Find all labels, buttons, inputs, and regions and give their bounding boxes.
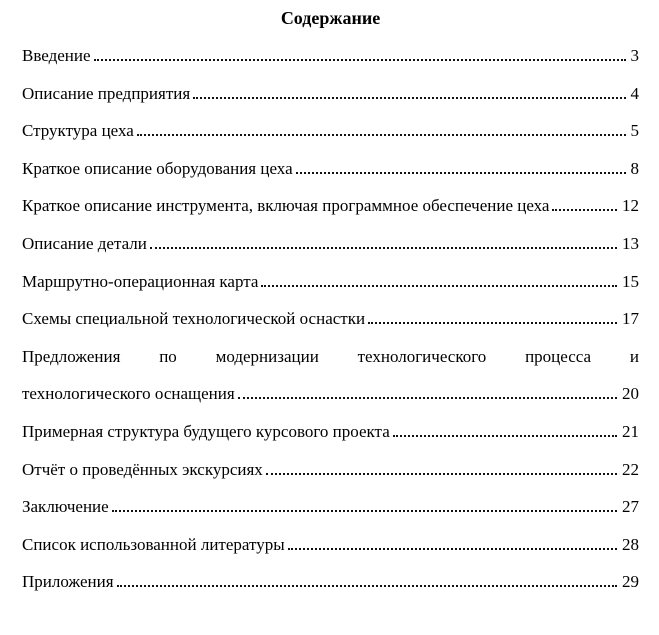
dot-leader bbox=[117, 585, 617, 587]
toc-entry-page: 4 bbox=[630, 83, 639, 103]
dot-leader bbox=[368, 322, 617, 324]
dot-leader bbox=[552, 209, 617, 211]
toc-entry-label: Список использованной литературы bbox=[22, 534, 285, 554]
dot-leader bbox=[393, 435, 617, 437]
toc-entry-page: 13 bbox=[622, 233, 639, 253]
page-title: Содержание bbox=[280, 8, 381, 28]
toc-entry[interactable] bbox=[22, 413, 639, 451]
toc-entry[interactable] bbox=[22, 37, 639, 75]
toc-entry-page: 5 bbox=[630, 121, 639, 141]
dot-leader bbox=[112, 510, 617, 512]
toc-entry-label: Отчёт о проведённых экскурсиях bbox=[22, 459, 263, 479]
dot-leader bbox=[296, 172, 626, 174]
toc-entry-label-line1: Предложения по модернизации технологического процесса и bbox=[22, 346, 639, 366]
toc-entry[interactable] bbox=[22, 187, 639, 225]
toc-entry-page: 20 bbox=[622, 384, 639, 404]
toc-entry-page: 27 bbox=[622, 497, 639, 517]
toc-entry[interactable] bbox=[22, 75, 639, 113]
toc-entry-label: Заключение bbox=[22, 497, 109, 517]
toc-entry-label: Приложения bbox=[22, 572, 114, 592]
dot-leader bbox=[150, 247, 617, 249]
toc-entry-page: 22 bbox=[622, 459, 639, 479]
toc-entry-page: 17 bbox=[622, 309, 639, 329]
toc-entry-label: Краткое описание инструмента, включая программное обеспечение цеха bbox=[22, 196, 550, 216]
toc-entry[interactable] bbox=[22, 563, 639, 601]
toc-entry-label-line2: технологического оснащения bbox=[22, 384, 235, 404]
toc-entry-label: Описание детали bbox=[22, 233, 147, 253]
dot-leader bbox=[94, 59, 626, 61]
toc-entry-label: Схемы специальной технологической оснастки bbox=[22, 309, 366, 329]
toc-entry-page: 28 bbox=[622, 534, 639, 554]
toc-entry[interactable] bbox=[22, 150, 639, 188]
dot-leader bbox=[261, 285, 617, 287]
toc-entry-page: 3 bbox=[630, 46, 639, 65]
toc-entry[interactable] bbox=[22, 338, 639, 413]
toc-entry-label: Описание предприятия bbox=[22, 83, 191, 103]
dot-leader bbox=[193, 97, 625, 99]
toc-entry-label: Введение bbox=[22, 46, 91, 65]
toc-entry-label: Маршрутно-операционная карта bbox=[22, 271, 259, 291]
toc-entry-label: Примерная структура будущего курсового проекта bbox=[22, 421, 390, 441]
toc-entry-label: Структура цеха bbox=[22, 121, 134, 141]
toc-entry-page: 21 bbox=[622, 421, 639, 441]
toc-entry-page: 12 bbox=[622, 196, 639, 216]
toc-entry[interactable] bbox=[22, 112, 639, 150]
toc-entry[interactable] bbox=[22, 225, 639, 263]
toc-entry[interactable] bbox=[22, 488, 639, 526]
dot-leader bbox=[288, 548, 617, 550]
toc-entry[interactable] bbox=[22, 526, 639, 564]
dot-leader bbox=[238, 397, 617, 399]
toc-entry-page: 8 bbox=[630, 158, 639, 178]
toc-entry-page: 15 bbox=[622, 271, 639, 291]
toc-entry[interactable] bbox=[22, 451, 639, 489]
toc-entry[interactable] bbox=[22, 300, 639, 338]
toc-entry[interactable] bbox=[22, 263, 639, 301]
toc-entry-label: Краткое описание оборудования цеха bbox=[22, 158, 293, 178]
dot-leader bbox=[266, 473, 617, 475]
toc-entry-page: 29 bbox=[622, 572, 639, 592]
dot-leader bbox=[137, 134, 626, 136]
